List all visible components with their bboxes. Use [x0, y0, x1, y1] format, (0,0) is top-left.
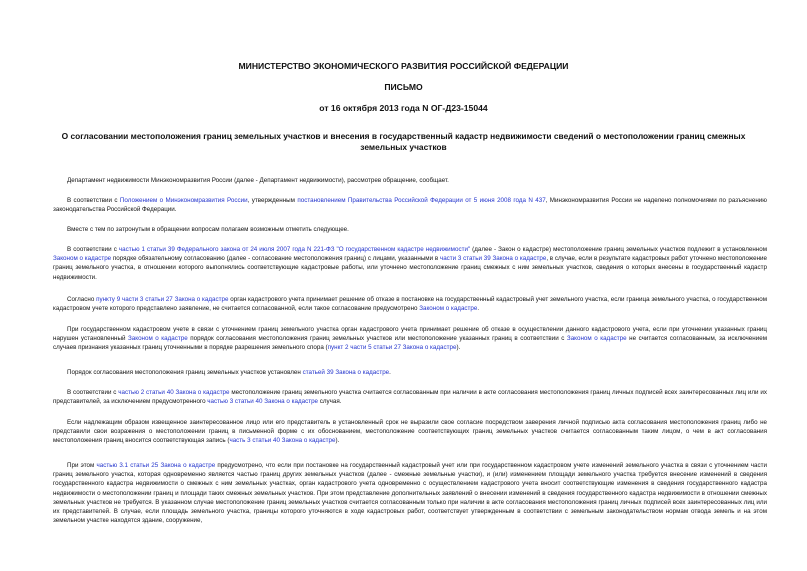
paragraph-text: При государственном кадастровом учете в связи с уточнением границ земельного участка орган кадастрового учета принимает решение об отказе в осуществлении данного кадастрового учета, если при уточнении указанных границ нарушен установленный: [53, 326, 767, 343]
paragraph-text: В соответствии с: [67, 197, 120, 204]
paragraph-10: [53, 461, 767, 525]
legal-reference-link[interactable]: Положением о Минэкономразвития России: [119, 197, 248, 204]
paragraph-text: Вместе с тем по затронутым в обращении вопросам полагаем возможным отметить следующее.: [67, 226, 349, 233]
paragraph-text: Если надлежащим образом извещенное заинтересованное лицо или его представитель в установленный срок не выразили свое согласие посредством заверения личной подписью акта согласования местоположения границ либо не представили свои возражения о местоположении границ в письменной форме с их обоснованием, местоположение соответствующих границ земельных участков считается согласованным таким лицом, о чем в акт согласования местоположения границ вносится соответствующая запись (: [53, 419, 767, 445]
paragraph-2: [53, 196, 767, 214]
paragraph-text: предусмотрено, что если при постановке на государственный кадастровый учет или при государственном кадастровом учете изменений земельного участка в связи с уточнением части границ земельного участка, которая одновременно является частью границ других земельных участков (далее - смежные земельные участки), и (или) изменением площади земельного участка требуется внесение изменений в сведения государственного кадастра недвижимости о смежных с ним земельных участках, орган кадастрового учета одновременно с осуществлением кадастрового учета вносит соответствующие изменения в сведения государственного кадастра недвижимости о местоположении границ и площади таких смежных земельных участков. При этом представление дополнительных заявлений о внесении изменений в сведения государственного кадастра недвижимости в отношении смежных земельных участков не требуется. В указанном случае местоположение границ земельных участков считается согласованным только при наличии в акте согласования местоположения границ личных подписей всех заинтересованных лиц или их представителей. В случае, если площадь земельного участка, границы которого уточняются в ходе кадастровых работ, соответствует утвержденным в соответствии с земельным законодательством нормам отвода земель и на этом земельном участке находятся здание, сооружение,: [53, 462, 767, 525]
paragraph-9: [53, 418, 767, 446]
legal-reference-link[interactable]: частью 3.1 статьи 25 Закона о кадастре: [96, 462, 216, 469]
paragraph-text: Порядок согласования местоположения границ земельных участков установлен: [67, 369, 303, 376]
paragraph-7: [53, 368, 767, 377]
paragraph-text: ).: [335, 437, 340, 445]
paragraph-text: Согласно: [67, 296, 97, 303]
paragraph-text: местоположение границ земельного участка считается согласованным при наличии в акте согласования местоположения границ личных подписей всех заинтересованных лиц или их представителей, за исключением предусмотренного: [53, 389, 767, 406]
paragraph-text: , утвержденным: [247, 197, 298, 204]
paragraph-text: В соответствии с: [67, 389, 119, 396]
legal-reference-link[interactable]: Законом о кадастре: [128, 335, 188, 343]
legal-reference-link[interactable]: части 3 статьи 39 Закона о кадастре: [439, 255, 547, 263]
ministry-heading: МИНИСТЕРСТВО ЭКОНОМИЧЕСКОГО РАЗВИТИЯ РОССИЙСКОЙ ФЕДЕРАЦИИ: [238, 61, 569, 71]
legal-reference-link[interactable]: часть 3 статьи 40 Закона о кадастре: [229, 437, 336, 445]
paragraph-text: Департамент недвижимости Минэкономразвития России (далее - Департамент недвижимости), рассмотрев обращение, сообщает.: [67, 177, 449, 184]
paragraph-text: , Минэкономразвития России не наделено полномочиями по разъяснению законодательства Российской Федерации.: [53, 197, 767, 214]
paragraph-text: (далее - Закон о кадастре) местоположение границ земельных участков подлежит в установленном: [470, 246, 767, 253]
paragraph-1: [53, 176, 767, 185]
paragraph-text: не считается согласованным, за исключением случаев признания указанных границ уточненными в порядке разрешения земельного спора (: [53, 335, 767, 352]
legal-reference-link[interactable]: Законом о кадастре: [419, 305, 478, 313]
document-type: ПИСЬМО: [384, 82, 423, 92]
paragraph-3: [53, 225, 767, 234]
legal-reference-link[interactable]: Законом о кадастре: [53, 255, 112, 263]
document-title: О согласовании местоположения границ земельных участков и внесения в государственный кадастр недвижимости сведений о местоположении границ смежных земельных участков: [61, 131, 746, 152]
paragraph-8: [53, 388, 767, 406]
document-date-number: от 16 октября 2013 года N ОГ-Д23-15044: [319, 103, 488, 113]
legal-reference-link[interactable]: частью 3 статьи 40 Закона о кадастре: [207, 398, 319, 406]
legal-reference-link[interactable]: частью 2 статьи 40 Закона о кадастре: [118, 389, 230, 396]
legal-reference-link[interactable]: частью 1 статьи 39 Федерального закона от 24 июля 2007 года N 221-ФЗ "О государственном кадастре недвижимости": [118, 246, 471, 253]
paragraph-text: В соответствии с: [67, 246, 119, 253]
legal-reference-link[interactable]: постановлением Правительства Российской Федерации от 5 июня 2008 года N 437: [297, 197, 546, 204]
paragraph-text: , в случае, если в результате кадастровых работ уточнено местоположение границ земельного участка, в отношении которого выполнялись соответствующие кадастровые работы, или уточнено местоположение границ смежных с ним земельных участков, сведения о которых внесены в государственный кадастр недвижимости.: [53, 255, 767, 281]
legal-reference-link[interactable]: пункт 2 части 5 статьи 27 Закона о кадастре: [327, 344, 457, 352]
paragraph-4: [53, 245, 767, 282]
paragraph-text: При этом: [67, 462, 97, 469]
legal-reference-link[interactable]: статьей 39 Закона о кадастре: [302, 369, 390, 376]
paragraph-5: [53, 295, 767, 313]
paragraph-text: случая.: [318, 398, 342, 406]
paragraph-text: .: [477, 305, 480, 313]
paragraph-text: .: [389, 369, 391, 376]
paragraph-6: [53, 325, 767, 353]
paragraph-text: ).: [456, 344, 461, 352]
paragraph-text: порядке обязательному согласованию (далее - согласование местоположения границ) с лицами, указанными в: [111, 255, 440, 263]
legal-reference-link[interactable]: Законом о кадастре: [566, 335, 627, 343]
legal-reference-link[interactable]: пункту 9 части 3 статьи 27 Закона о кадастре: [96, 296, 229, 303]
paragraph-text: порядок согласования местоположения границ земельных участков или местоположение указанных границ в соответствии с: [187, 335, 567, 343]
paragraph-text: орган кадастрового учета принимает решение об отказе в постановке на государственный кадастровый учет земельного участка, если граница земельного участка, о государственном кадастровом учете которого представлено заявление, не считается согласованной, если такое согласование предусмотрено: [53, 296, 767, 313]
